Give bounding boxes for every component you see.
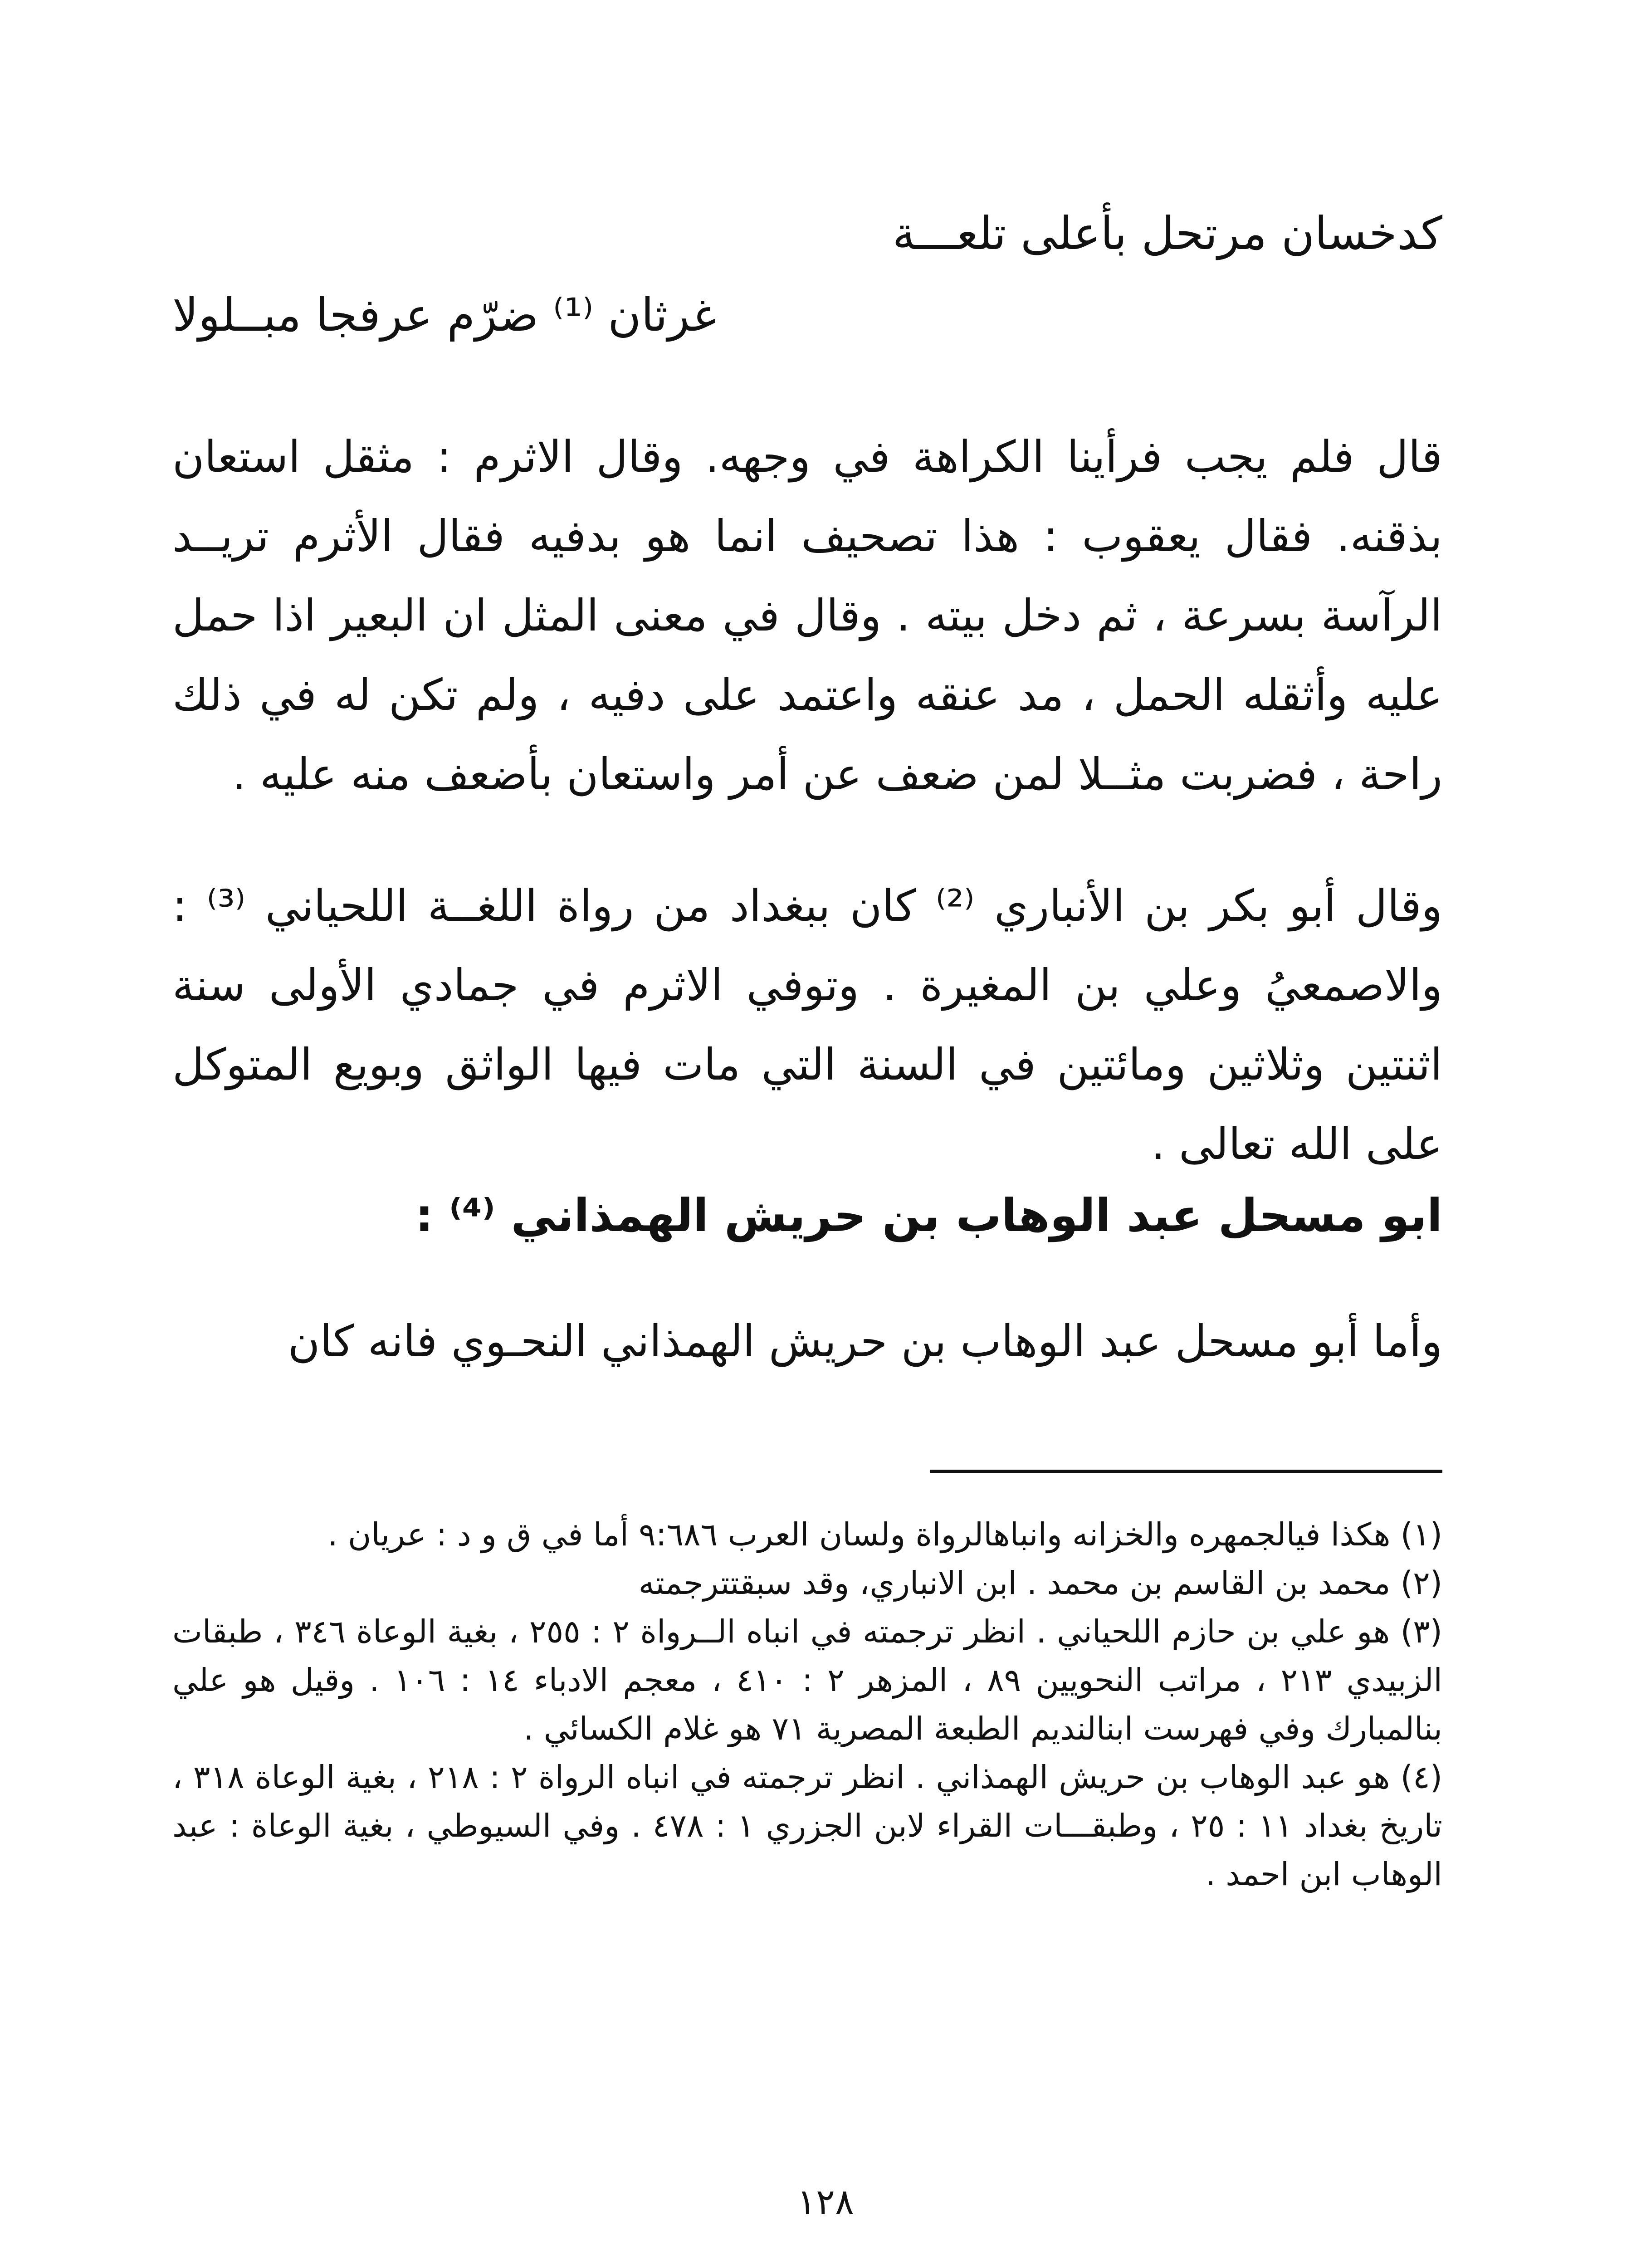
page-number: ١٢٨ [797, 2182, 854, 2223]
footnote-4: (٤) هو عبد الوهاب بن حريش الهمذاني . انظر ترجمته في انباه الرواة ٢ : ٢١٨ ، بغية الوعاة ٣١٨ ، تاريخ بغداد ١١ : ٢٥ ، وطبقـــات القراء لابن الجزري ١ : ٤٧٨ . وفي السيوطي ، بغية الوعاة : عبد الوهاب ابن احمد . [172, 1759, 1443, 1893]
paragraph-1: قال فلم يجب فرأينا الكراهة في وجهه. وقال الاثرم : مثقل استعان بذقنه. فقال يعقوب : هذا تصحيف انما هو بدفيه فقال الأثرم تريــد الرآسة بسرعة ، ثم دخل بيته . وقال في معنى المثل ان البعير اذا حمل عليه وأثقله الحمل ، مد عنقه واعتمد على دفيه ، ولم تكن له في ذلك راحة ، فضربت مثــلا لمن ضعف عن أمر واستعان بأضعف منه عليه . [172, 431, 1442, 800]
poem-line-1: كدخسان مرتحل بأعلى تلعـــة [892, 207, 1442, 260]
footnote-divider [930, 1470, 1442, 1473]
section-heading: ابو مسحل عبد الوهاب بن حريش الهمذاني ⁽⁴⁾ : [415, 1189, 1442, 1242]
footnote-2: (٢) محمد بن القاسم بن محمد . ابن الانباري، وقد سبقتترجمته [638, 1564, 1442, 1602]
footnote-1: (١) هكذا فيالجمهره والخزانه وانباهالرواة ولسان العرب ٩:٦٨٦ أما في ق و د : عريان . [327, 1516, 1442, 1553]
poem-line-2: غرثان ⁽¹⁾ ضرّم عرفجا مبــلولا [172, 288, 717, 342]
paragraph-2: وقال أبو بكر بن الأنباري ⁽²⁾ كان ببغداد من رواة اللغــة اللحياني ⁽³⁾ : والاصمعيُ وعلي بن المغيرة . وتوفي الاثرم في جمادي الأولى سنة اثنتين وثلاثين ومائتين في السنة التي مات فيها الواثق وبويع المتوكل على الله تعالى . [172, 880, 1443, 1169]
footnote-3: (٣) هو علي بن حازم اللحياني . انظر ترجمته في انباه الــرواة ٢ : ٢٥٥ ، بغية الوعاة ٣٤٦ ، طبقات الزبيدي ٢١٣ ، مراتب النحويين ٨٩ ، المزهر ٢ : ٤١٠ ، معجم الادباء ١٤ : ١٠٦ . وقيل هو علي بنالمبارك وفي فهرست ابنالنديم الطبعة المصرية ٧١ هو غلام الكسائي . [172, 1613, 1442, 1747]
page-content [172, 0, 1442, 2268]
paragraph-3: وأما أبو مسحل عبد الوهاب بن حريش الهمذاني النحـوي فانه كان [288, 1316, 1442, 1367]
footnotes [172, 1510, 1442, 1899]
